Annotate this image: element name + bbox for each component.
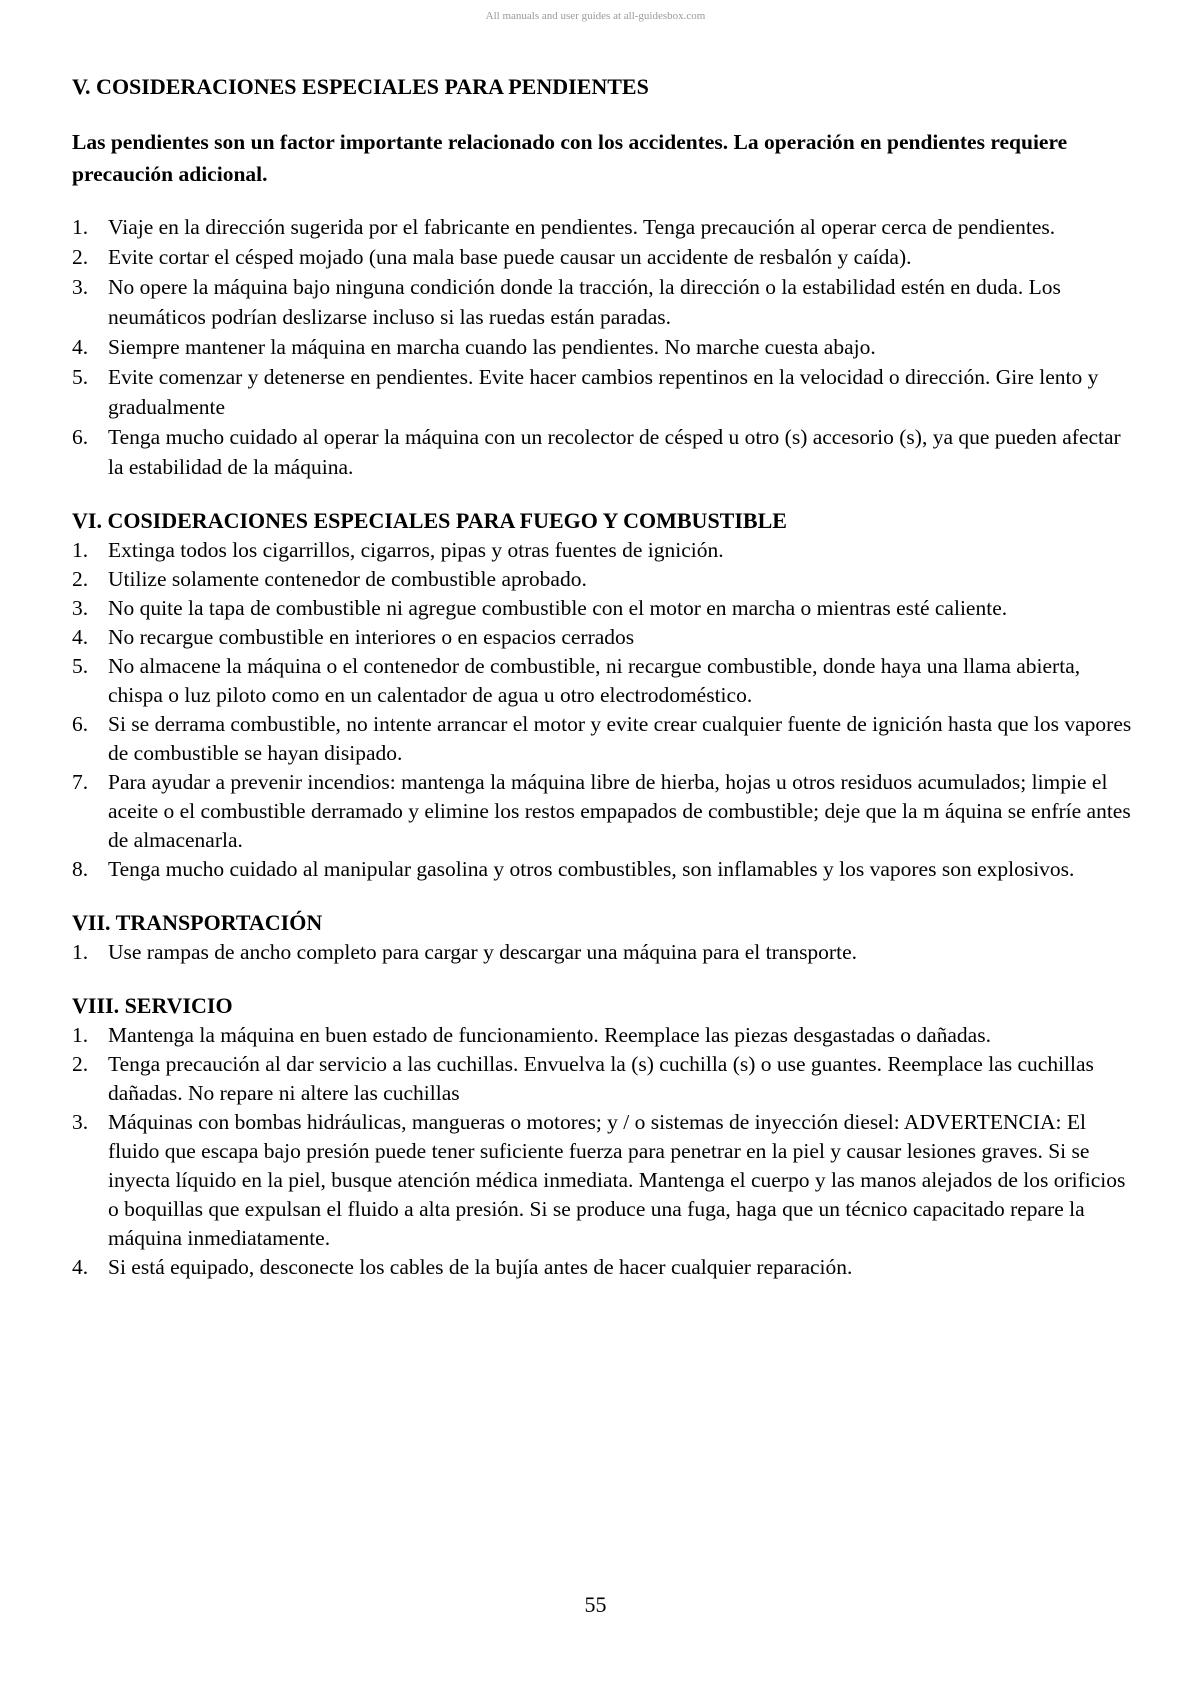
section-service-title: VIII. SERVICIO [72, 993, 233, 1018]
list-item [72, 623, 1132, 652]
item-number: 5. [72, 654, 89, 678]
section-slopes-list [72, 212, 1132, 482]
item-text: Si se derrama combustible, no intente arrancar el motor y evite crear cualquier fuente de ignición hasta que los vapores de combustible se hayan disipado. [108, 712, 1132, 765]
document-body [72, 72, 1132, 1282]
item-number: 1. [72, 215, 89, 239]
item-text: Si está equipado, desconecte los cables de la bujía antes de hacer cualquier reparación. [108, 1255, 853, 1279]
section-transport-title: VII. TRANSPORTACIÓN [72, 910, 323, 935]
item-text: Use rampas de ancho completo para cargar y descargar una máquina para el transporte. [108, 940, 857, 964]
section-slopes-intro: Las pendientes son un factor importante relacionado con los accidentes. La operación en pendientes requiere precaución adicional. [72, 130, 1068, 186]
list-item [72, 768, 1132, 855]
list-item [72, 272, 1132, 332]
list-item [72, 1253, 1132, 1282]
item-text: Evite comenzar y detenerse en pendientes. Evite hacer cambios repentinos en la velocidad o dirección. Gire lento y gradualmente [108, 365, 1099, 419]
item-text: Utilize solamente contenedor de combustible aprobado. [108, 567, 587, 591]
list-item [72, 594, 1132, 623]
item-text: Extinga todos los cigarrillos, cigarros, pipas y otras fuentes de ignición. [108, 538, 724, 562]
item-text: Tenga mucho cuidado al manipular gasolina y otros combustibles, son inflamables y los vapores son explosivos. [108, 857, 1075, 881]
list-item [72, 536, 1132, 565]
section-slopes-title: V. COSIDERACIONES ESPECIALES PARA PENDIENTES [72, 74, 649, 99]
section-fuel-list [72, 536, 1132, 884]
list-item [72, 565, 1132, 594]
item-text: Para ayudar a prevenir incendios: mantenga la máquina libre de hierba, hojas u otros residuos acumulados; limpie el aceite o el combustible derramado y elimine los restos empapados de combustible; deje que la m áquina se enfríe antes de almacenarla. [108, 770, 1131, 852]
item-number: 2. [72, 1052, 89, 1076]
item-number: 3. [72, 1110, 89, 1134]
item-number: 7. [72, 770, 89, 794]
item-text: No recargue combustible en interiores o en espacios cerrados [108, 625, 635, 649]
item-number: 2. [72, 245, 89, 269]
item-number: 2. [72, 567, 89, 591]
item-text: No almacene la máquina o el contenedor de combustible, ni recargue combustible, donde haya una llama abierta, chispa o luz piloto como en un calentador de agua u otro electrodoméstico. [108, 654, 1081, 707]
item-text: Tenga mucho cuidado al operar la máquina con un recolector de césped u otro (s) accesorio (s), ya que pueden afectar la estabilidad de la máquina. [108, 425, 1121, 479]
item-number: 4. [72, 1255, 89, 1279]
section-fuel-title: VI. COSIDERACIONES ESPECIALES PARA FUEGO Y COMBUSTIBLE [72, 508, 787, 533]
item-number: 3. [72, 275, 89, 299]
list-item [72, 212, 1132, 242]
item-number: 1. [72, 940, 89, 964]
item-number: 1. [72, 538, 89, 562]
item-number: 1. [72, 1023, 89, 1047]
list-item [72, 242, 1132, 272]
item-number: 4. [72, 335, 89, 359]
item-text: Tenga precaución al dar servicio a las cuchillas. Envuelva la (s) cuchilla (s) o use guantes. Reemplace las cuchillas dañadas. No repare ni altere las cuchillas [108, 1052, 1094, 1105]
watermark: All manuals and user guides at all-guidesbox.com [485, 10, 706, 22]
list-item [72, 362, 1132, 422]
item-number: 6. [72, 712, 89, 736]
item-text: Evite cortar el césped mojado (una mala base puede causar un accidente de resbalón y caída). [108, 245, 912, 269]
section-transport-list [72, 938, 1132, 967]
item-number: 5. [72, 365, 89, 389]
item-text: Máquinas con bombas hidráulicas, mangueras o motores; y / o sistemas de inyección diesel: ADVERTENCIA: El fluido que escapa bajo presión puede tener suficiente fuerza para penetrar en la piel y causar lesiones graves. Si se inyecta líquido en la piel, busque atención médica inmediata. Mantenga el cuerpo y las manos alejados de los orificios o boquillas que expulsan el fluido a alta presión. Si se produce una fuga, haga que un técnico capacitado repare la máquina inmediatamente. [108, 1110, 1126, 1250]
page-number: 55 [584, 1592, 607, 1617]
item-text: No opere la máquina bajo ninguna condición donde la tracción, la dirección o la estabilidad estén en duda. Los neumáticos podrían deslizarse incluso si las ruedas están paradas. [108, 275, 1061, 329]
list-item [72, 1021, 1132, 1050]
item-text: No quite la tapa de combustible ni agregue combustible con el motor en marcha o mientras esté caliente. [108, 596, 1008, 620]
section-service-list [72, 1021, 1132, 1282]
list-item [72, 422, 1132, 482]
list-item [72, 710, 1132, 768]
item-text: Mantenga la máquina en buen estado de funcionamiento. Reemplace las piezas desgastadas o dañadas. [108, 1023, 991, 1047]
list-item [72, 855, 1132, 884]
list-item [72, 1108, 1132, 1253]
item-text: Siempre mantener la máquina en marcha cuando las pendientes. No marche cuesta abajo. [108, 335, 876, 359]
list-item [72, 652, 1132, 710]
item-number: 6. [72, 425, 89, 449]
list-item [72, 938, 1132, 967]
item-number: 4. [72, 625, 89, 649]
item-number: 8. [72, 857, 89, 881]
list-item [72, 1050, 1132, 1108]
list-item [72, 332, 1132, 362]
item-text: Viaje en la dirección sugerida por el fabricante en pendientes. Tenga precaución al operar cerca de pendientes. [108, 215, 1056, 239]
item-number: 3. [72, 596, 89, 620]
